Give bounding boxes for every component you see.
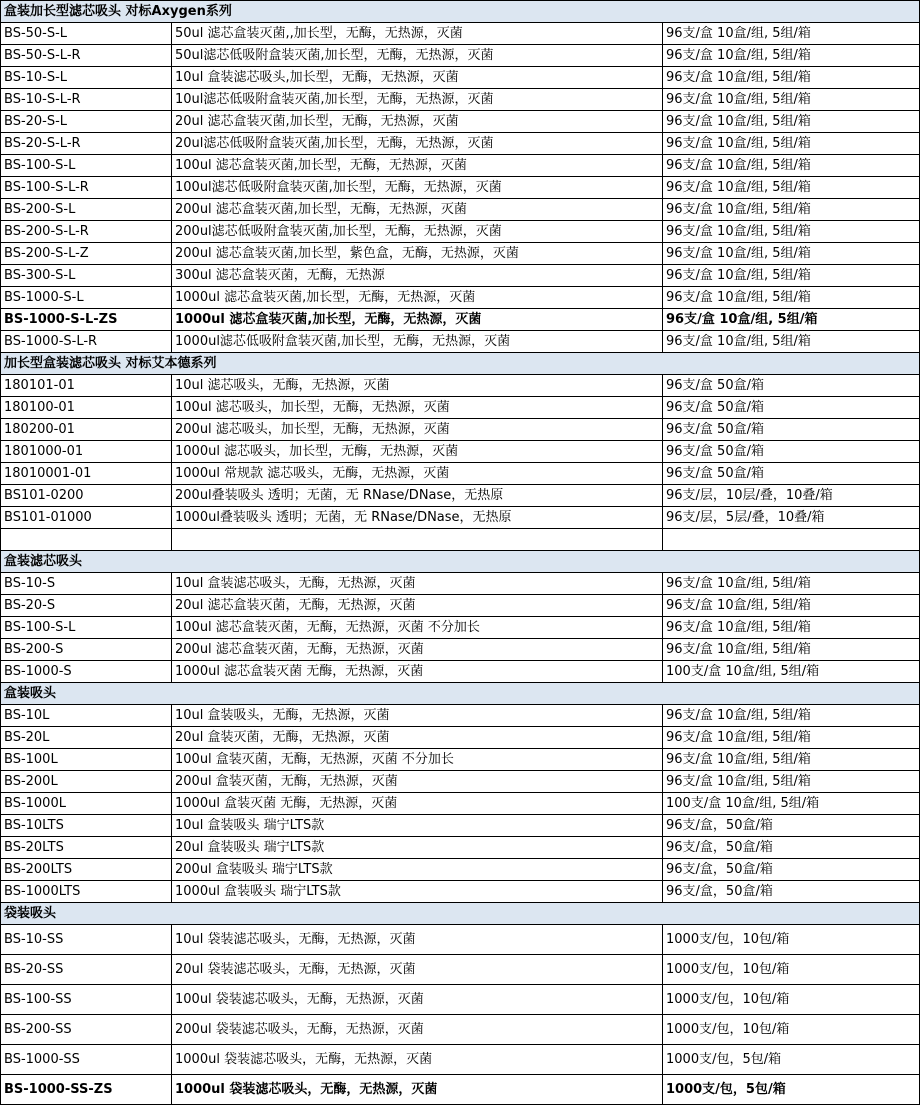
product-code-cell: BS-20-SS (1, 955, 172, 985)
description-cell: 50ul滤芯低吸附盒装灭菌,加长型，无酶，无热源，灭菌 (172, 45, 663, 67)
description-cell: 100ul 盒装灭菌，无酶，无热源，灭菌 不分加长 (172, 749, 663, 771)
packaging-cell: 96支/盒 10盒/组, 5组/箱 (663, 331, 920, 353)
product-code-cell: BS-200LTS (1, 859, 172, 881)
table-row (1, 111, 920, 133)
blank-row (1, 529, 920, 551)
product-code-cell: BS-50-S-L-R (1, 45, 172, 67)
product-code-cell: BS-1000-S-L-ZS (1, 309, 172, 331)
packaging-cell: 96支/盒 10盒/组, 5组/箱 (663, 221, 920, 243)
product-code-cell: BS-1000-SS-ZS (1, 1075, 172, 1105)
description-cell: 200ul 盒装吸头 瑞宁LTS款 (172, 859, 663, 881)
packaging-cell: 96支/盒 50盒/箱 (663, 397, 920, 419)
description-cell: 200ul 袋装滤芯吸头，无酶，无热源，灭菌 (172, 1015, 663, 1045)
packaging-cell: 96支/盒 10盒/组, 5组/箱 (663, 639, 920, 661)
packaging-cell (663, 529, 920, 551)
product-code-cell: BS-1000-S-L (1, 287, 172, 309)
description-cell: 10ul 盒装滤芯吸头,加长型，无酶，无热源，灭菌 (172, 67, 663, 89)
packaging-cell: 1000支/包，5包/箱 (663, 1045, 920, 1075)
description-cell: 1000ul 袋装滤芯吸头，无酶，无热源，灭菌 (172, 1045, 663, 1075)
description-cell: 100ul 滤芯盒装灭菌，无酶，无热源，灭菌 不分加长 (172, 617, 663, 639)
product-code-cell: BS-200-S-L (1, 199, 172, 221)
description-cell: 20ul 盒装吸头 瑞宁LTS款 (172, 837, 663, 859)
product-code-cell: BS-1000L (1, 793, 172, 815)
table-row (1, 617, 920, 639)
description-cell: 100ul 袋装滤芯吸头，无酶，无热源，灭菌 (172, 985, 663, 1015)
table-row (1, 485, 920, 507)
section-header-row (1, 551, 920, 573)
table-row (1, 133, 920, 155)
packaging-cell: 1000支/包，10包/箱 (663, 955, 920, 985)
product-code-cell: BS-20L (1, 727, 172, 749)
table-row (1, 331, 920, 353)
description-cell: 200ul滤芯低吸附盒装灭菌,加长型，无酶，无热源，灭菌 (172, 221, 663, 243)
table-row (1, 507, 920, 529)
table-row (1, 749, 920, 771)
product-code-cell: 180101-01 (1, 375, 172, 397)
table-row (1, 661, 920, 683)
packaging-cell: 96支/层，5层/叠，10叠/箱 (663, 507, 920, 529)
table-row (1, 1045, 920, 1075)
description-cell: 200ul 滤芯盒装灭菌,加长型，紫色盒，无酶，无热源，灭菌 (172, 243, 663, 265)
description-cell: 10ul 盒装吸头，无酶，无热源，灭菌 (172, 705, 663, 727)
description-cell: 200ul 盒装灭菌，无酶，无热源，灭菌 (172, 771, 663, 793)
product-code-cell: 1801000-01 (1, 441, 172, 463)
table-row (1, 397, 920, 419)
description-cell: 1000ul 滤芯盒装灭菌 无酶，无热源，灭菌 (172, 661, 663, 683)
table-row (1, 793, 920, 815)
product-table-body (1, 1, 920, 1105)
product-code-cell: BS-20-S-L (1, 111, 172, 133)
table-row (1, 859, 920, 881)
description-cell: 300ul 滤芯盒装灭菌，无酶，无热源 (172, 265, 663, 287)
table-row (1, 265, 920, 287)
product-code-cell: BS-1000-SS (1, 1045, 172, 1075)
product-code-cell: BS-1000-S-L-R (1, 331, 172, 353)
description-cell: 1000ul 滤芯盒装灭菌,加长型，无酶，无热源，灭菌 (172, 309, 663, 331)
product-code-cell: BS-20-S-L-R (1, 133, 172, 155)
table-row (1, 727, 920, 749)
table-row (1, 287, 920, 309)
description-cell: 200ul 滤芯盒装灭菌,加长型，无酶，无热源，灭菌 (172, 199, 663, 221)
table-row (1, 243, 920, 265)
packaging-cell: 96支/盒 10盒/组, 5组/箱 (663, 199, 920, 221)
packaging-cell: 96支/盒 10盒/组, 5组/箱 (663, 45, 920, 67)
packaging-cell: 96支/盒 50盒/箱 (663, 463, 920, 485)
packaging-cell: 96支/盒 10盒/组, 5组/箱 (663, 771, 920, 793)
section-header-row (1, 1, 920, 23)
table-row (1, 155, 920, 177)
product-code-cell (1, 529, 172, 551)
packaging-cell: 96支/盒，50盒/箱 (663, 881, 920, 903)
packaging-cell: 96支/盒 10盒/组, 5组/箱 (663, 265, 920, 287)
product-code-cell: BS-100-S-L-R (1, 177, 172, 199)
packaging-cell: 96支/盒，50盒/箱 (663, 815, 920, 837)
product-code-cell: BS-200-SS (1, 1015, 172, 1045)
description-cell: 1000ul 滤芯吸头，加长型，无酶，无热源，灭菌 (172, 441, 663, 463)
packaging-cell: 96支/盒 50盒/箱 (663, 375, 920, 397)
table-row (1, 925, 920, 955)
packaging-cell: 96支/盒 10盒/组, 5组/箱 (663, 309, 920, 331)
description-cell: 10ul 盒装滤芯吸头，无酶，无热源，灭菌 (172, 573, 663, 595)
section-header: 加长型盒装滤芯吸头 对标艾本德系列 (1, 353, 920, 375)
product-code-cell: BS-300-S-L (1, 265, 172, 287)
product-code-cell: BS-100-S-L (1, 155, 172, 177)
description-cell: 1000ul叠装吸头 透明；无菌，无 RNase/DNase，无热原 (172, 507, 663, 529)
product-code-cell: BS-50-S-L (1, 23, 172, 45)
table-row (1, 881, 920, 903)
product-code-cell: BS-1000-S (1, 661, 172, 683)
description-cell: 100ul 滤芯盒装灭菌,加长型，无酶，无热源，灭菌 (172, 155, 663, 177)
packaging-cell: 1000支/包，5包/箱 (663, 1075, 920, 1105)
description-cell: 1000ul滤芯低吸附盒装灭菌,加长型，无酶，无热源，灭菌 (172, 331, 663, 353)
packaging-cell: 96支/盒 50盒/箱 (663, 441, 920, 463)
description-cell: 10ul 盒装吸头 瑞宁LTS款 (172, 815, 663, 837)
table-row (1, 955, 920, 985)
table-row (1, 89, 920, 111)
packaging-cell: 96支/盒 10盒/组, 5组/箱 (663, 133, 920, 155)
packaging-cell: 96支/盒 10盒/组, 5组/箱 (663, 573, 920, 595)
packaging-cell: 96支/盒，50盒/箱 (663, 837, 920, 859)
packaging-cell: 96支/盒 10盒/组, 5组/箱 (663, 155, 920, 177)
table-row (1, 463, 920, 485)
product-code-cell: BS-200L (1, 771, 172, 793)
packaging-cell: 96支/盒 10盒/组, 5组/箱 (663, 749, 920, 771)
description-cell: 200ul 滤芯盒装灭菌，无酶，无热源，灭菌 (172, 639, 663, 661)
product-code-cell: BS-100-S-L (1, 617, 172, 639)
section-header: 袋装吸头 (1, 903, 920, 925)
packaging-cell: 100支/盒 10盒/组, 5组/箱 (663, 793, 920, 815)
table-row (1, 177, 920, 199)
table-row (1, 985, 920, 1015)
packaging-cell: 96支/盒 10盒/组, 5组/箱 (663, 287, 920, 309)
table-row (1, 705, 920, 727)
product-code-cell: BS-20-S (1, 595, 172, 617)
description-cell: 1000ul 盒装灭菌 无酶，无热源，灭菌 (172, 793, 663, 815)
packaging-cell: 96支/盒 10盒/组, 5组/箱 (663, 177, 920, 199)
section-header-row (1, 903, 920, 925)
packaging-cell: 96支/盒 10盒/组, 5组/箱 (663, 617, 920, 639)
product-code-cell: BS-10-S-L (1, 67, 172, 89)
table-row (1, 595, 920, 617)
description-cell: 200ul 滤芯吸头，加长型，无酶，无热源，灭菌 (172, 419, 663, 441)
table-row (1, 419, 920, 441)
section-header-row (1, 353, 920, 375)
packaging-cell: 96支/盒 10盒/组, 5组/箱 (663, 705, 920, 727)
table-row (1, 815, 920, 837)
packaging-cell: 96支/盒 10盒/组, 5组/箱 (663, 595, 920, 617)
description-cell: 100ul 滤芯吸头，加长型，无酶，无热源，灭菌 (172, 397, 663, 419)
description-cell: 20ul 盒装灭菌，无酶，无热源，灭菌 (172, 727, 663, 749)
description-cell: 50ul 滤芯盒装灭菌,,加长型，无酶，无热源，灭菌 (172, 23, 663, 45)
product-code-cell: BS-10LTS (1, 815, 172, 837)
section-header: 盒装滤芯吸头 (1, 551, 920, 573)
description-cell: 20ul滤芯低吸附盒装灭菌,加长型，无酶，无热源，灭菌 (172, 133, 663, 155)
product-code-cell: BS-20LTS (1, 837, 172, 859)
product-code-cell: BS-1000LTS (1, 881, 172, 903)
product-code-cell: BS-200-S (1, 639, 172, 661)
description-cell: 20ul 滤芯盒装灭菌，无酶，无热源，灭菌 (172, 595, 663, 617)
packaging-cell: 1000支/包，10包/箱 (663, 985, 920, 1015)
description-cell: 20ul 滤芯盒装灭菌,加长型，无酶，无热源，灭菌 (172, 111, 663, 133)
section-header: 盒装吸头 (1, 683, 920, 705)
packaging-cell: 100支/盒 10盒/组, 5组/箱 (663, 661, 920, 683)
table-row (1, 771, 920, 793)
product-code-cell: BS101-0200 (1, 485, 172, 507)
packaging-cell: 96支/盒 50盒/箱 (663, 419, 920, 441)
table-row (1, 441, 920, 463)
description-cell: 10ul滤芯低吸附盒装灭菌,加长型，无酶，无热源，灭菌 (172, 89, 663, 111)
description-cell: 10ul 袋装滤芯吸头，无酶，无热源，灭菌 (172, 925, 663, 955)
packaging-cell: 96支/盒 10盒/组, 5组/箱 (663, 727, 920, 749)
packaging-cell: 1000支/包，10包/箱 (663, 1015, 920, 1045)
table-row (1, 837, 920, 859)
product-code-cell: BS-100-SS (1, 985, 172, 1015)
table-row (1, 199, 920, 221)
table-row (1, 221, 920, 243)
product-code-cell: BS-200-S-L-Z (1, 243, 172, 265)
description-cell: 1000ul 盒装吸头 瑞宁LTS款 (172, 881, 663, 903)
description-cell (172, 529, 663, 551)
table-row (1, 375, 920, 397)
packaging-cell: 96支/盒，50盒/箱 (663, 859, 920, 881)
table-row (1, 309, 920, 331)
description-cell: 1000ul 袋装滤芯吸头，无酶，无热源，灭菌 (172, 1075, 663, 1105)
table-row (1, 45, 920, 67)
packaging-cell: 96支/盒 10盒/组, 5组/箱 (663, 243, 920, 265)
description-cell: 1000ul 滤芯盒装灭菌,加长型，无酶，无热源，灭菌 (172, 287, 663, 309)
description-cell: 200ul叠装吸头 透明；无菌，无 RNase/DNase，无热原 (172, 485, 663, 507)
product-code-cell: 180100-01 (1, 397, 172, 419)
product-code-cell: BS-100L (1, 749, 172, 771)
table-row (1, 23, 920, 45)
product-code-cell: 180200-01 (1, 419, 172, 441)
product-code-cell: BS-10-SS (1, 925, 172, 955)
product-code-cell: BS-10L (1, 705, 172, 727)
packaging-cell: 96支/盒 10盒/组, 5组/箱 (663, 111, 920, 133)
product-code-cell: BS-200-S-L-R (1, 221, 172, 243)
section-header: 盒装加长型滤芯吸头 对标Axygen系列 (1, 1, 920, 23)
product-code-cell: 18010001-01 (1, 463, 172, 485)
packaging-cell: 96支/层，10层/叠，10叠/箱 (663, 485, 920, 507)
table-row (1, 1015, 920, 1045)
description-cell: 1000ul 常规款 滤芯吸头，无酶，无热源，灭菌 (172, 463, 663, 485)
product-code-cell: BS101-01000 (1, 507, 172, 529)
table-row (1, 573, 920, 595)
description-cell: 10ul 滤芯吸头，无酶，无热源，灭菌 (172, 375, 663, 397)
product-code-cell: BS-10-S-L-R (1, 89, 172, 111)
section-header-row (1, 683, 920, 705)
packaging-cell: 96支/盒 10盒/组, 5组/箱 (663, 67, 920, 89)
packaging-cell: 1000支/包，10包/箱 (663, 925, 920, 955)
description-cell: 100ul滤芯低吸附盒装灭菌,加长型，无酶，无热源，灭菌 (172, 177, 663, 199)
table-row (1, 1075, 920, 1105)
packaging-cell: 96支/盒 10盒/组, 5组/箱 (663, 23, 920, 45)
packaging-cell: 96支/盒 10盒/组, 5组/箱 (663, 89, 920, 111)
product-code-cell: BS-10-S (1, 573, 172, 595)
table-row (1, 67, 920, 89)
description-cell: 20ul 袋装滤芯吸头，无酶，无热源，灭菌 (172, 955, 663, 985)
table-row (1, 639, 920, 661)
